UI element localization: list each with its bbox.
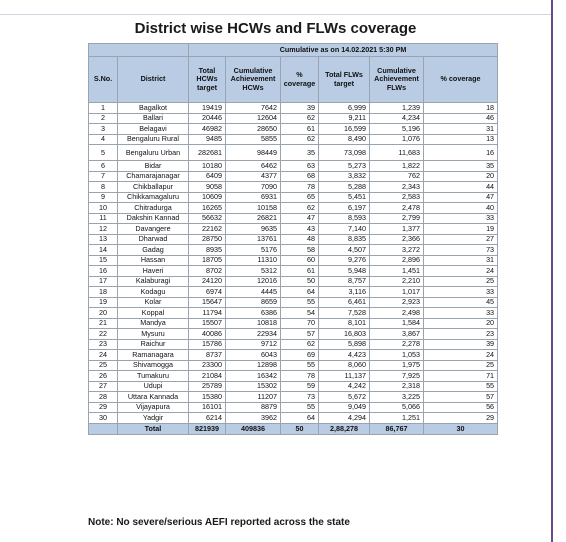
row-sno: 8 — [89, 182, 118, 193]
row-sno: 14 — [89, 245, 118, 256]
row-district: Belagavi — [118, 124, 189, 135]
row-hcw-target: 40086 — [189, 329, 226, 340]
row-hcw-achievement: 98449 — [226, 145, 281, 161]
row-hcw-coverage: 70 — [281, 318, 319, 329]
row-sno: 24 — [89, 350, 118, 361]
row-flw-coverage: 56 — [424, 402, 498, 413]
row-hcw-coverage: 58 — [281, 245, 319, 256]
footer-note: Note: No severe/serious AEFI reported across the state — [88, 517, 350, 528]
row-sno: 29 — [89, 402, 118, 413]
row-hcw-coverage: 59 — [281, 381, 319, 392]
row-district: Chitradurga — [118, 203, 189, 214]
row-hcw-coverage: 78 — [281, 371, 319, 382]
total-flw-achievement: 86,767 — [370, 423, 424, 434]
col-header-total-flw: Total FLWs target — [319, 57, 370, 103]
row-district: Vijayapura — [118, 402, 189, 413]
row-sno: 3 — [89, 124, 118, 135]
row-flw-target: 9,049 — [319, 402, 370, 413]
row-hcw-target: 28750 — [189, 234, 226, 245]
row-flw-coverage: 25 — [424, 360, 498, 371]
row-hcw-target: 6409 — [189, 171, 226, 182]
row-district: Chamarajanagar — [118, 171, 189, 182]
row-flw-achievement: 1,975 — [370, 360, 424, 371]
row-hcw-target: 10609 — [189, 192, 226, 203]
row-district: Chikballapur — [118, 182, 189, 193]
row-flw-achievement: 2,896 — [370, 255, 424, 266]
row-hcw-coverage: 61 — [281, 124, 319, 135]
row-hcw-coverage: 63 — [281, 161, 319, 172]
row-flw-achievement: 2,210 — [370, 276, 424, 287]
row-hcw-target: 6974 — [189, 287, 226, 298]
row-flw-coverage: 40 — [424, 203, 498, 214]
col-header-pct-hcw: % coverage — [281, 57, 319, 103]
row-flw-target: 9,276 — [319, 255, 370, 266]
page-title: District wise HCWs and FLWs coverage — [134, 20, 417, 37]
row-hcw-coverage: 47 — [281, 213, 319, 224]
row-district: Yadgir — [118, 413, 189, 424]
row-flw-target: 6,999 — [319, 103, 370, 114]
row-district: Uttara Kannada — [118, 392, 189, 403]
row-flw-achievement: 5,196 — [370, 124, 424, 135]
row-flw-achievement: 2,498 — [370, 308, 424, 319]
row-district: Ballari — [118, 113, 189, 124]
row-district: Koppal — [118, 308, 189, 319]
row-hcw-target: 15507 — [189, 318, 226, 329]
row-flw-achievement: 1,822 — [370, 161, 424, 172]
row-flw-target: 16,803 — [319, 329, 370, 340]
table-body — [89, 103, 498, 424]
col-header-sno: S.No. — [89, 57, 118, 103]
row-flw-achievement: 4,234 — [370, 113, 424, 124]
row-hcw-achievement: 5855 — [226, 134, 281, 145]
col-header-total-hcw: Total HCWs target — [189, 57, 226, 103]
row-flw-achievement: 1,076 — [370, 134, 424, 145]
row-hcw-achievement: 11207 — [226, 392, 281, 403]
table-row — [89, 113, 498, 124]
row-hcw-achievement: 15302 — [226, 381, 281, 392]
table-row — [89, 213, 498, 224]
row-flw-target: 73,098 — [319, 145, 370, 161]
row-hcw-target: 23300 — [189, 360, 226, 371]
row-flw-coverage: 44 — [424, 182, 498, 193]
table-row — [89, 308, 498, 319]
row-hcw-achievement: 7642 — [226, 103, 281, 114]
col-header-pct-flw: % coverage — [424, 57, 498, 103]
row-flw-target: 16,599 — [319, 124, 370, 135]
row-sno: 19 — [89, 297, 118, 308]
row-hcw-achievement: 6931 — [226, 192, 281, 203]
table-row — [89, 145, 498, 161]
row-flw-coverage: 20 — [424, 171, 498, 182]
row-flw-target: 5,451 — [319, 192, 370, 203]
row-flw-achievement: 3,225 — [370, 392, 424, 403]
row-hcw-coverage: 60 — [281, 255, 319, 266]
row-flw-target: 9,211 — [319, 113, 370, 124]
table-row — [89, 255, 498, 266]
row-hcw-coverage: 57 — [281, 329, 319, 340]
row-district: Hassan — [118, 255, 189, 266]
row-flw-achievement: 1,239 — [370, 103, 424, 114]
row-district: Dakshin Kannad — [118, 213, 189, 224]
row-flw-coverage: 31 — [424, 124, 498, 135]
row-flw-coverage: 29 — [424, 413, 498, 424]
total-sno — [89, 423, 118, 434]
total-label: Total — [118, 423, 189, 434]
row-hcw-achievement: 11310 — [226, 255, 281, 266]
row-hcw-coverage: 64 — [281, 413, 319, 424]
row-flw-target: 5,672 — [319, 392, 370, 403]
row-hcw-target: 15647 — [189, 297, 226, 308]
table-row — [89, 134, 498, 145]
row-district: Kalaburagi — [118, 276, 189, 287]
table-row — [89, 103, 498, 114]
coverage-table — [88, 43, 498, 435]
total-hcw-target: 821939 — [189, 423, 226, 434]
row-hcw-coverage: 68 — [281, 171, 319, 182]
row-hcw-achievement: 8659 — [226, 297, 281, 308]
row-hcw-target: 15380 — [189, 392, 226, 403]
row-flw-target: 4,242 — [319, 381, 370, 392]
row-hcw-coverage: 65 — [281, 192, 319, 203]
row-hcw-target: 21084 — [189, 371, 226, 382]
table-row — [89, 329, 498, 340]
row-hcw-achievement: 26821 — [226, 213, 281, 224]
row-flw-coverage: 23 — [424, 329, 498, 340]
row-flw-achievement: 2,799 — [370, 213, 424, 224]
table-row — [89, 266, 498, 277]
row-flw-coverage: 18 — [424, 103, 498, 114]
row-flw-target: 8,593 — [319, 213, 370, 224]
row-flw-target: 5,288 — [319, 182, 370, 193]
row-district: Davangere — [118, 224, 189, 235]
row-hcw-achievement: 10818 — [226, 318, 281, 329]
row-flw-coverage: 24 — [424, 266, 498, 277]
row-district: Chikkamagaluru — [118, 192, 189, 203]
row-hcw-coverage: 78 — [281, 182, 319, 193]
table-row — [89, 371, 498, 382]
row-hcw-achievement: 5176 — [226, 245, 281, 256]
cumulative-header: Cumulative as on 14.02.2021 5:30 PM — [189, 44, 498, 57]
row-hcw-target: 18705 — [189, 255, 226, 266]
table-row — [89, 381, 498, 392]
table-row — [89, 297, 498, 308]
row-sno: 4 — [89, 134, 118, 145]
row-sno: 9 — [89, 192, 118, 203]
row-flw-achievement: 2,923 — [370, 297, 424, 308]
row-hcw-target: 46982 — [189, 124, 226, 135]
row-sno: 17 — [89, 276, 118, 287]
row-district: Haveri — [118, 266, 189, 277]
row-flw-target: 4,507 — [319, 245, 370, 256]
row-flw-achievement: 7,925 — [370, 371, 424, 382]
table-row — [89, 276, 498, 287]
row-flw-target: 8,835 — [319, 234, 370, 245]
row-district: Udupi — [118, 381, 189, 392]
row-hcw-coverage: 48 — [281, 234, 319, 245]
row-flw-coverage: 35 — [424, 161, 498, 172]
table-row — [89, 203, 498, 214]
row-hcw-achievement: 7090 — [226, 182, 281, 193]
row-flw-achievement: 2,318 — [370, 381, 424, 392]
row-hcw-coverage: 61 — [281, 266, 319, 277]
row-sno: 20 — [89, 308, 118, 319]
total-row — [89, 423, 498, 434]
row-flw-target: 5,898 — [319, 339, 370, 350]
row-hcw-target: 282681 — [189, 145, 226, 161]
row-flw-achievement: 5,066 — [370, 402, 424, 413]
row-flw-coverage: 31 — [424, 255, 498, 266]
row-district: Bidar — [118, 161, 189, 172]
row-flw-coverage: 33 — [424, 308, 498, 319]
row-sno: 28 — [89, 392, 118, 403]
row-hcw-achievement: 12016 — [226, 276, 281, 287]
row-flw-coverage: 25 — [424, 276, 498, 287]
row-district: Mandya — [118, 318, 189, 329]
row-district: Kodagu — [118, 287, 189, 298]
row-hcw-achievement: 6462 — [226, 161, 281, 172]
row-hcw-target: 8702 — [189, 266, 226, 277]
row-sno: 5 — [89, 145, 118, 161]
row-district: Mysuru — [118, 329, 189, 340]
row-hcw-target: 22162 — [189, 224, 226, 235]
row-hcw-achievement: 12898 — [226, 360, 281, 371]
row-flw-target: 3,116 — [319, 287, 370, 298]
row-hcw-coverage: 62 — [281, 203, 319, 214]
row-hcw-achievement: 4445 — [226, 287, 281, 298]
row-hcw-coverage: 50 — [281, 276, 319, 287]
row-flw-coverage: 39 — [424, 339, 498, 350]
row-sno: 21 — [89, 318, 118, 329]
row-district: Kolar — [118, 297, 189, 308]
row-flw-target: 11,137 — [319, 371, 370, 382]
col-header-cum-hcw: Cumulative Achievement HCWs — [226, 57, 281, 103]
row-flw-target: 5,273 — [319, 161, 370, 172]
row-flw-coverage: 47 — [424, 192, 498, 203]
row-flw-coverage: 46 — [424, 113, 498, 124]
row-hcw-coverage: 39 — [281, 103, 319, 114]
row-flw-achievement: 2,278 — [370, 339, 424, 350]
row-flw-achievement: 1,017 — [370, 287, 424, 298]
row-flw-target: 7,140 — [319, 224, 370, 235]
row-hcw-achievement: 16342 — [226, 371, 281, 382]
row-hcw-achievement: 4377 — [226, 171, 281, 182]
table-row — [89, 402, 498, 413]
row-sno: 22 — [89, 329, 118, 340]
table-row — [89, 350, 498, 361]
row-district: Gadag — [118, 245, 189, 256]
row-hcw-achievement: 13761 — [226, 234, 281, 245]
row-flw-achievement: 1,451 — [370, 266, 424, 277]
table-row — [89, 234, 498, 245]
row-flw-target: 3,832 — [319, 171, 370, 182]
row-flw-coverage: 33 — [424, 287, 498, 298]
row-flw-coverage: 24 — [424, 350, 498, 361]
row-flw-target: 6,461 — [319, 297, 370, 308]
table-row — [89, 182, 498, 193]
row-sno: 11 — [89, 213, 118, 224]
row-flw-coverage: 55 — [424, 381, 498, 392]
row-hcw-target: 16265 — [189, 203, 226, 214]
table-row — [89, 224, 498, 235]
row-flw-achievement: 11,683 — [370, 145, 424, 161]
row-flw-achievement: 2,343 — [370, 182, 424, 193]
row-hcw-achievement: 12604 — [226, 113, 281, 124]
row-flw-coverage: 71 — [424, 371, 498, 382]
table-row — [89, 171, 498, 182]
row-flw-coverage: 27 — [424, 234, 498, 245]
row-flw-target: 8,060 — [319, 360, 370, 371]
row-district: Bagalkot — [118, 103, 189, 114]
row-district: Shivamogga — [118, 360, 189, 371]
row-hcw-target: 24120 — [189, 276, 226, 287]
row-flw-achievement: 1,053 — [370, 350, 424, 361]
row-hcw-achievement: 5312 — [226, 266, 281, 277]
page-top-border — [0, 0, 551, 15]
row-hcw-coverage: 62 — [281, 339, 319, 350]
row-flw-achievement: 2,366 — [370, 234, 424, 245]
row-hcw-coverage: 62 — [281, 134, 319, 145]
row-sno: 16 — [89, 266, 118, 277]
row-flw-target: 7,528 — [319, 308, 370, 319]
total-hcw-coverage: 50 — [281, 423, 319, 434]
row-sno: 2 — [89, 113, 118, 124]
row-hcw-coverage: 35 — [281, 145, 319, 161]
row-flw-coverage: 33 — [424, 213, 498, 224]
row-flw-target: 5,948 — [319, 266, 370, 277]
row-hcw-target: 20446 — [189, 113, 226, 124]
row-hcw-achievement: 6043 — [226, 350, 281, 361]
row-hcw-target: 15786 — [189, 339, 226, 350]
table-row — [89, 360, 498, 371]
row-sno: 25 — [89, 360, 118, 371]
row-flw-target: 4,294 — [319, 413, 370, 424]
row-hcw-coverage: 55 — [281, 402, 319, 413]
total-hcw-achievement: 409836 — [226, 423, 281, 434]
row-flw-coverage: 19 — [424, 224, 498, 235]
col-header-district: District — [118, 57, 189, 103]
row-flw-target: 4,423 — [319, 350, 370, 361]
row-hcw-coverage: 55 — [281, 360, 319, 371]
row-flw-achievement: 762 — [370, 171, 424, 182]
row-hcw-achievement: 8879 — [226, 402, 281, 413]
row-flw-achievement: 2,478 — [370, 203, 424, 214]
row-hcw-target: 8737 — [189, 350, 226, 361]
row-hcw-target: 9058 — [189, 182, 226, 193]
table-row — [89, 392, 498, 403]
row-sno: 6 — [89, 161, 118, 172]
row-hcw-target: 8935 — [189, 245, 226, 256]
row-sno: 27 — [89, 381, 118, 392]
row-flw-coverage: 13 — [424, 134, 498, 145]
row-hcw-achievement: 28650 — [226, 124, 281, 135]
row-sno: 15 — [89, 255, 118, 266]
row-sno: 18 — [89, 287, 118, 298]
row-sno: 13 — [89, 234, 118, 245]
row-hcw-coverage: 69 — [281, 350, 319, 361]
row-flw-target: 8,757 — [319, 276, 370, 287]
row-sno: 10 — [89, 203, 118, 214]
row-district: Bengaluru Rural — [118, 134, 189, 145]
col-header-cum-flw: Cumulative Achievement FLWs — [370, 57, 424, 103]
row-hcw-target: 56632 — [189, 213, 226, 224]
page-right-border — [551, 0, 553, 542]
row-hcw-achievement: 10158 — [226, 203, 281, 214]
row-flw-achievement: 3,867 — [370, 329, 424, 340]
total-flw-target: 2,88,278 — [319, 423, 370, 434]
table-row — [89, 287, 498, 298]
row-flw-coverage: 73 — [424, 245, 498, 256]
row-flw-coverage: 16 — [424, 145, 498, 161]
table-row — [89, 413, 498, 424]
row-hcw-target: 11794 — [189, 308, 226, 319]
row-hcw-target: 19419 — [189, 103, 226, 114]
row-flw-achievement: 1,584 — [370, 318, 424, 329]
row-hcw-achievement: 9712 — [226, 339, 281, 350]
row-flw-target: 8,101 — [319, 318, 370, 329]
header-blank — [89, 44, 189, 57]
row-flw-achievement: 2,583 — [370, 192, 424, 203]
row-district: Ramanagara — [118, 350, 189, 361]
table-row — [89, 339, 498, 350]
row-hcw-coverage: 62 — [281, 113, 319, 124]
row-hcw-target: 6214 — [189, 413, 226, 424]
row-hcw-coverage: 43 — [281, 224, 319, 235]
row-flw-coverage: 20 — [424, 318, 498, 329]
row-hcw-coverage: 64 — [281, 287, 319, 298]
row-hcw-coverage: 55 — [281, 297, 319, 308]
row-hcw-coverage: 54 — [281, 308, 319, 319]
row-district: Bengaluru Urban — [118, 145, 189, 161]
row-hcw-achievement: 6386 — [226, 308, 281, 319]
row-flw-coverage: 57 — [424, 392, 498, 403]
row-sno: 23 — [89, 339, 118, 350]
row-hcw-target: 16101 — [189, 402, 226, 413]
row-sno: 12 — [89, 224, 118, 235]
table-row — [89, 161, 498, 172]
table-row — [89, 318, 498, 329]
row-hcw-achievement: 22934 — [226, 329, 281, 340]
row-flw-achievement: 3,272 — [370, 245, 424, 256]
table-row — [89, 124, 498, 135]
row-district: Tumakuru — [118, 371, 189, 382]
row-flw-achievement: 1,377 — [370, 224, 424, 235]
row-hcw-target: 25789 — [189, 381, 226, 392]
row-flw-coverage: 45 — [424, 297, 498, 308]
row-hcw-achievement: 3962 — [226, 413, 281, 424]
row-flw-target: 8,490 — [319, 134, 370, 145]
row-sno: 7 — [89, 171, 118, 182]
row-flw-target: 6,197 — [319, 203, 370, 214]
row-hcw-target: 9485 — [189, 134, 226, 145]
row-sno: 1 — [89, 103, 118, 114]
table-row — [89, 192, 498, 203]
total-flw-coverage: 30 — [424, 423, 498, 434]
row-hcw-coverage: 73 — [281, 392, 319, 403]
row-district: Raichur — [118, 339, 189, 350]
table-row — [89, 245, 498, 256]
row-hcw-target: 10180 — [189, 161, 226, 172]
row-sno: 26 — [89, 371, 118, 382]
row-hcw-achievement: 9635 — [226, 224, 281, 235]
row-district: Dharwad — [118, 234, 189, 245]
row-flw-achievement: 1,251 — [370, 413, 424, 424]
row-sno: 30 — [89, 413, 118, 424]
